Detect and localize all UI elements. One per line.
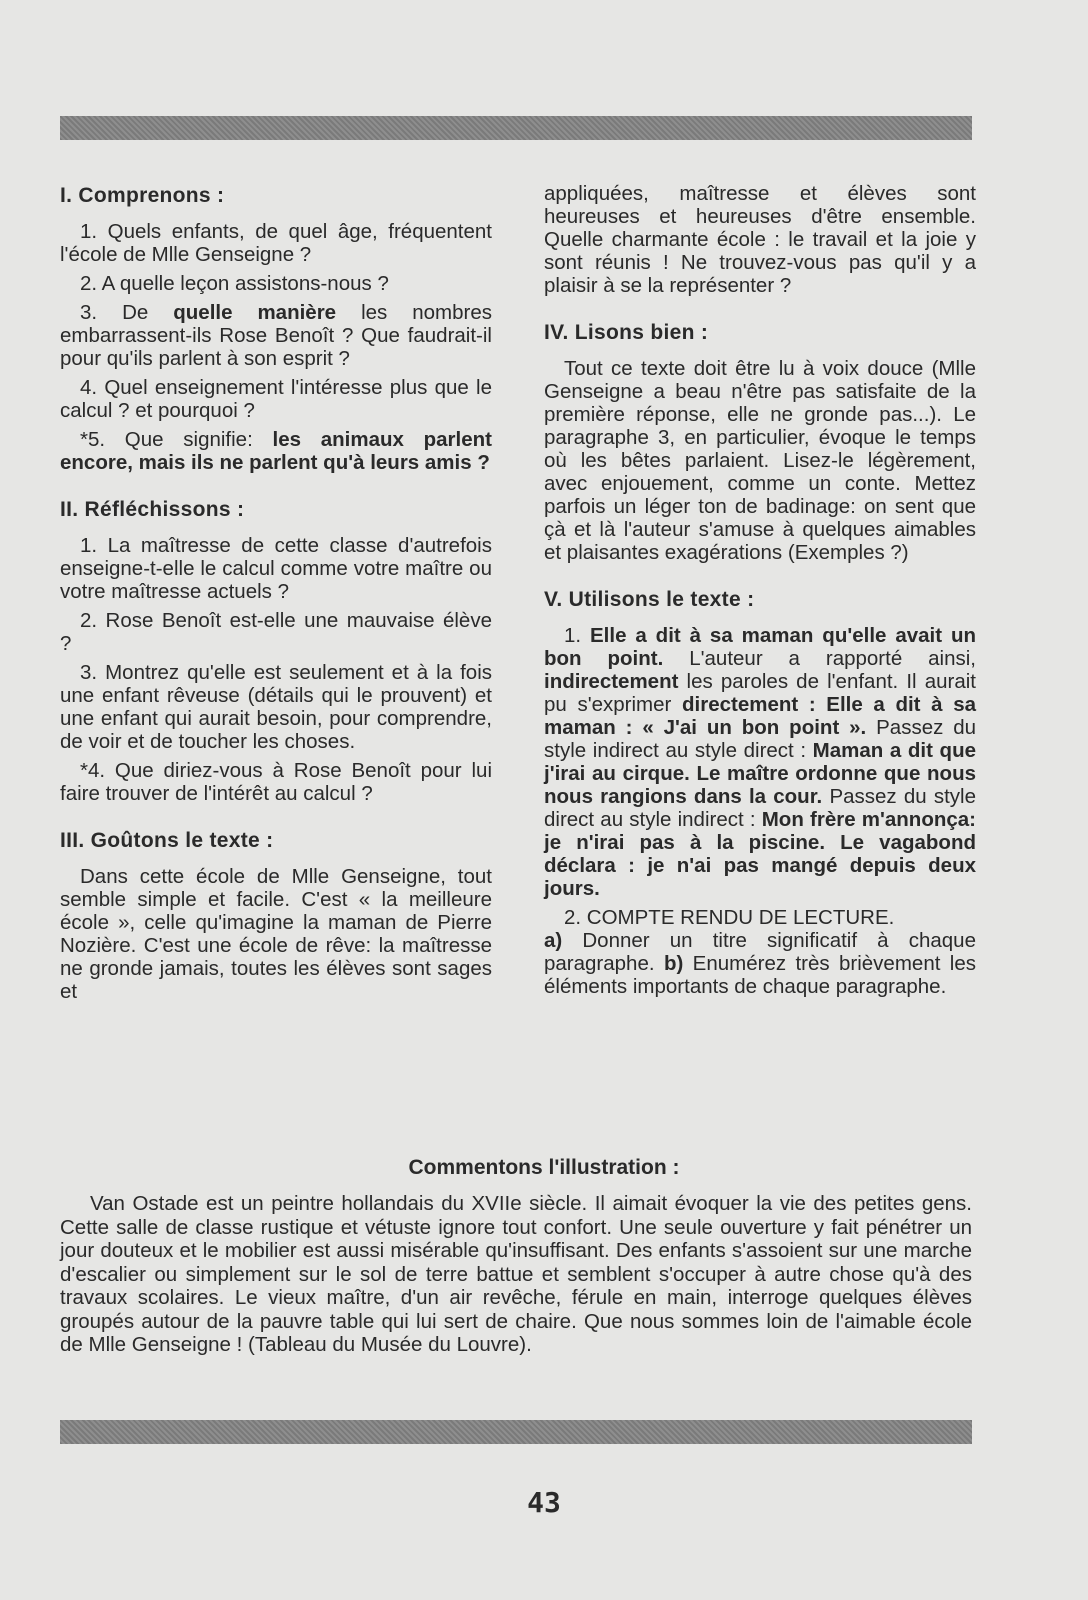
bold-fragment: les animaux parlent encore, mais ils ne parlent qu'à leurs amis ?: [60, 428, 492, 474]
paragraph: Tout ce texte doit être lu à voix douce (Mlle Genseigne a beau n'être pas satisfaite de la première réponse, elle ne gronde pas...). Le paragraphe 3, en particulier, évoque le temps où les bêtes parlaient. Lisez-le légèrement, avec enjouement, comme un conte. Mettez parfois un léger ton de badinage: on sent que çà et là l'auteur s'amuse à quelques aimables et plaisantes exagérations (Exemples ?): [544, 357, 976, 564]
heading-comprenons: I. Comprenons :: [60, 184, 225, 207]
text-fragment: Donner un titre significatif à chaque paragraphe.: [544, 929, 976, 975]
text-fragment: *5. Que signifie:: [80, 428, 273, 451]
question-5: [60, 428, 492, 474]
question-3: 3. Montrez qu'elle est seulement et à la fois une enfant rêveuse (détails qui le prouvent) et une enfant qui aurait besoin, pour comprendre, de voir et de toucher les choses.: [60, 661, 492, 753]
bold-fragment: a): [544, 929, 563, 952]
question-2: 2. A quelle leçon assistons-nous ?: [80, 272, 389, 295]
question-3: [60, 301, 492, 370]
heading-lisons-bien: IV. Lisons bien :: [544, 321, 709, 344]
exercise-2: [544, 906, 976, 998]
question-1: 1. La maîtresse de cette classe d'autrefois enseigne-t-elle le calcul comme votre maître ou votre maîtresse actuels ?: [60, 534, 492, 603]
illustration-commentary: Van Ostade est un peintre hollandais du XVIIe siècle. Il aimait évoquer la vie des petites gens. Cette salle de classe rustique et vétuste ignore tout confort. Une seule ouverture y fait pénétrer un jour douteux et le mobilier est aussi misérable qu'insuffisant. Des enfants s'assoient sur une marche d'escalier ou simplement sur le sol de terre battue et semblent s'occuper à autre chose qu'à des travaux scolaires. Le vieux maître, d'un air revêche, férule en main, interroge quelques élèves groupés autour de la pauvre table qui lui sert de chaire. Que nous sommes loin de l'aimable école de Mlle Genseigne ! (Tableau du Musée du Louvre).: [60, 1192, 972, 1356]
bottom-decorative-rule: [60, 1420, 972, 1444]
question-1: 1. Quels enfants, de quel âge, fréquentent l'école de Mlle Genseigne ?: [60, 220, 492, 266]
text-fragment: Enumérez très brièvement les éléments importants de chaque paragraphe.: [544, 952, 976, 998]
text-fragment: les nombres embarrassent-ils Rose Benoît ? Que faudrait-il pour qu'ils parlent à son esprit ?: [60, 301, 492, 370]
right-column: [544, 182, 976, 1004]
question-4: *4. Que diriez-vous à Rose Benoît pour lui faire trouver de l'intérêt au calcul ?: [60, 759, 492, 805]
paragraph-continued: appliquées, maîtresse et élèves sont heureuses et heureuses d'être ensemble. Quelle charmante école : le travail et la joie y sont réunis ! Ne trouvez-vous pas qu'il y a plaisir à se la représenter ?: [544, 182, 976, 297]
bold-fragment: Elle a dit à sa maman qu'elle avait un bon point.: [544, 624, 976, 670]
question-4: 4. Quel enseignement l'intéresse plus que le calcul ? et pourquoi ?: [60, 376, 492, 422]
exercise-1: [544, 624, 976, 900]
bold-fragment: b): [663, 952, 684, 975]
bold-fragment: Maman a dit que j'irai au cirque. Le maître ordonne que nous nous rangions dans la cour.: [544, 739, 976, 808]
bold-fragment: indirectement: [544, 670, 679, 693]
left-column: [60, 182, 492, 1009]
top-decorative-rule: [60, 116, 972, 140]
bold-fragment: directement : Elle a dit à sa maman : « J'ai un bon point ».: [544, 693, 976, 739]
bold-fragment: Mon frère m'annonça: je n'irai pas à la piscine. Le vagabond déclara : je n'ai pas mangé depuis deux jours.: [544, 808, 976, 900]
text-fragment: Passez du style direct au style indirect :: [544, 785, 977, 831]
text-fragment: 1.: [564, 624, 590, 647]
heading-reflechissons: II. Réfléchissons :: [60, 498, 245, 521]
text-fragment: les paroles de l'enfant. Il aurait pu s'exprimer: [544, 670, 976, 716]
page-number: 43: [527, 1486, 561, 1519]
text-fragment: 3. De: [80, 301, 174, 324]
text-fragment: Passez du style indirect au style direct :: [544, 716, 977, 762]
question-2: 2. Rose Benoît est-elle une mauvaise élève ?: [60, 609, 492, 655]
paragraph: Dans cette école de Mlle Genseigne, tout semble simple et facile. C'est « la meilleure école », celle qu'imagine la maman de Pierre Nozière. C'est une école de rêve: la maîtresse ne gronde jamais, toutes les élèves sont sages et: [60, 865, 492, 1003]
text-fragment: 2. COMPTE RENDU DE LECTURE.: [564, 906, 895, 929]
heading-utilisons: V. Utilisons le texte :: [544, 588, 755, 611]
text-fragment: L'auteur a rapporté ainsi,: [663, 647, 977, 670]
heading-goutons: III. Goûtons le texte :: [60, 829, 274, 852]
bold-fragment: quelle manière: [173, 301, 337, 324]
illustration-heading: Commentons l'illustration :: [408, 1156, 680, 1179]
